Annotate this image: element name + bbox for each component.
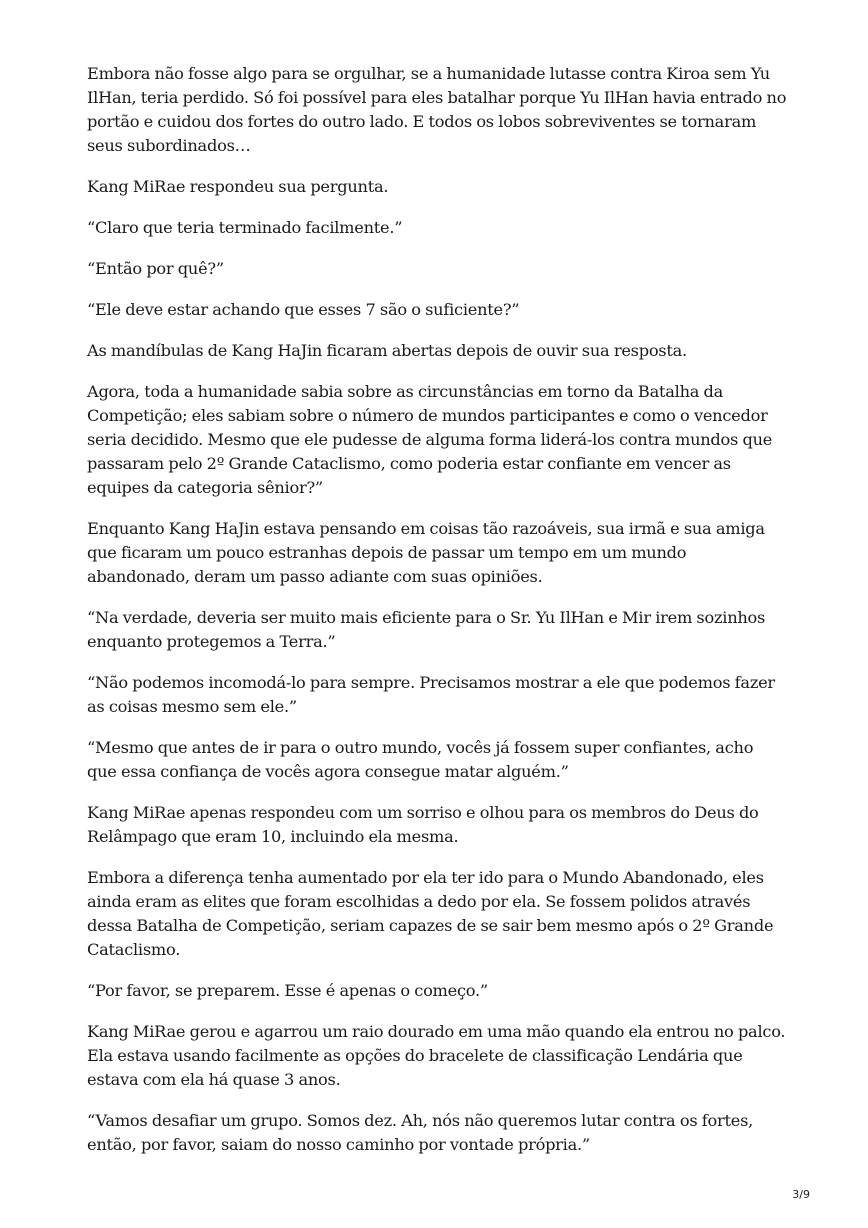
paragraph-13: Embora a diferença tenha aumentado por ela ter ido para o Mundo Abandonado, eles ainda eram as elites que foram escolhidas a dedo por ela. Se fossem polidos através dessa Batalha de Competição, seriam capazes de se sair bem mesmo após o 2º Grande Cataclismo. (87, 868, 774, 959)
paragraph-8: Enquanto Kang HaJin estava pensando em coisas tão razoáveis, sua irmã e sua amiga que ficaram um pouco estranhas depois de passar um tempo em um mundo abandonado, deram um passo adiante com suas opiniões. (87, 519, 765, 586)
paragraph-5: “Ele deve estar achando que esses 7 são o suficiente?” (87, 300, 520, 319)
paragraph-12: Kang MiRae apenas respondeu com um sorriso e olhou para os membros do Deus do Relâmpago que eram 10, incluindo ela mesma. (87, 803, 759, 846)
paragraph-16: “Vamos desafiar um grupo. Somos dez. Ah, nós não queremos lutar contra os fortes, então, por favor, saiam do nosso caminho por vontade própria.” (87, 1111, 754, 1154)
paragraph-15: Kang MiRae gerou e agarrou um raio dourado em uma mão quando ela entrou no palco. Ela estava usando facilmente as opções do bracelete de classificação Lendária que estava com ela há quase 3 anos. (87, 1022, 786, 1089)
paragraph-9: “Na verdade, deveria ser muito mais eficiente para o Sr. Yu IlHan e Mir irem sozinhos enquanto protegemos a Terra.” (87, 608, 766, 651)
page-number: 3/9 (792, 1188, 810, 1201)
paragraph-6: As mandíbulas de Kang HaJin ficaram abertas depois de ouvir sua resposta. (87, 341, 687, 360)
paragraph-4: “Então por quê?” (87, 259, 224, 278)
paragraph-2: Kang MiRae respondeu sua pergunta. (87, 177, 389, 196)
paragraph-3: “Claro que teria terminado facilmente.” (87, 218, 403, 237)
paragraph-14: “Por favor, se preparem. Esse é apenas o começo.” (87, 981, 488, 1000)
paragraph-11: “Mesmo que antes de ir para o outro mundo, vocês já fossem super confiantes, acho que essa confiança de vocês agora consegue matar alguém.” (87, 738, 754, 781)
paragraph-10: “Não podemos incomodá-lo para sempre. Precisamos mostrar a ele que podemos fazer as coisas mesmo sem ele.” (87, 673, 775, 716)
document-body (87, 62, 787, 1174)
paragraph-7: Agora, toda a humanidade sabia sobre as circunstâncias em torno da Batalha da Competição; eles sabiam sobre o número de mundos participantes e como o vencedor seria decidido. Mesmo que ele pudesse de alguma forma liderá-los contra mundos que passaram pelo 2º Grande Cataclismo, como poderia estar confiante em vencer as equipes da categoria sênior?” (87, 382, 773, 497)
paragraph-1: Embora não fosse algo para se orgulhar, se a humanidade lutasse contra Kiroa sem Yu IlHan, teria perdido. Só foi possível para eles batalhar porque Yu IlHan havia entrado no portão e cuidou dos fortes do outro lado. E todos os lobos sobreviventes se tornaram seus subordinados… (87, 64, 787, 155)
